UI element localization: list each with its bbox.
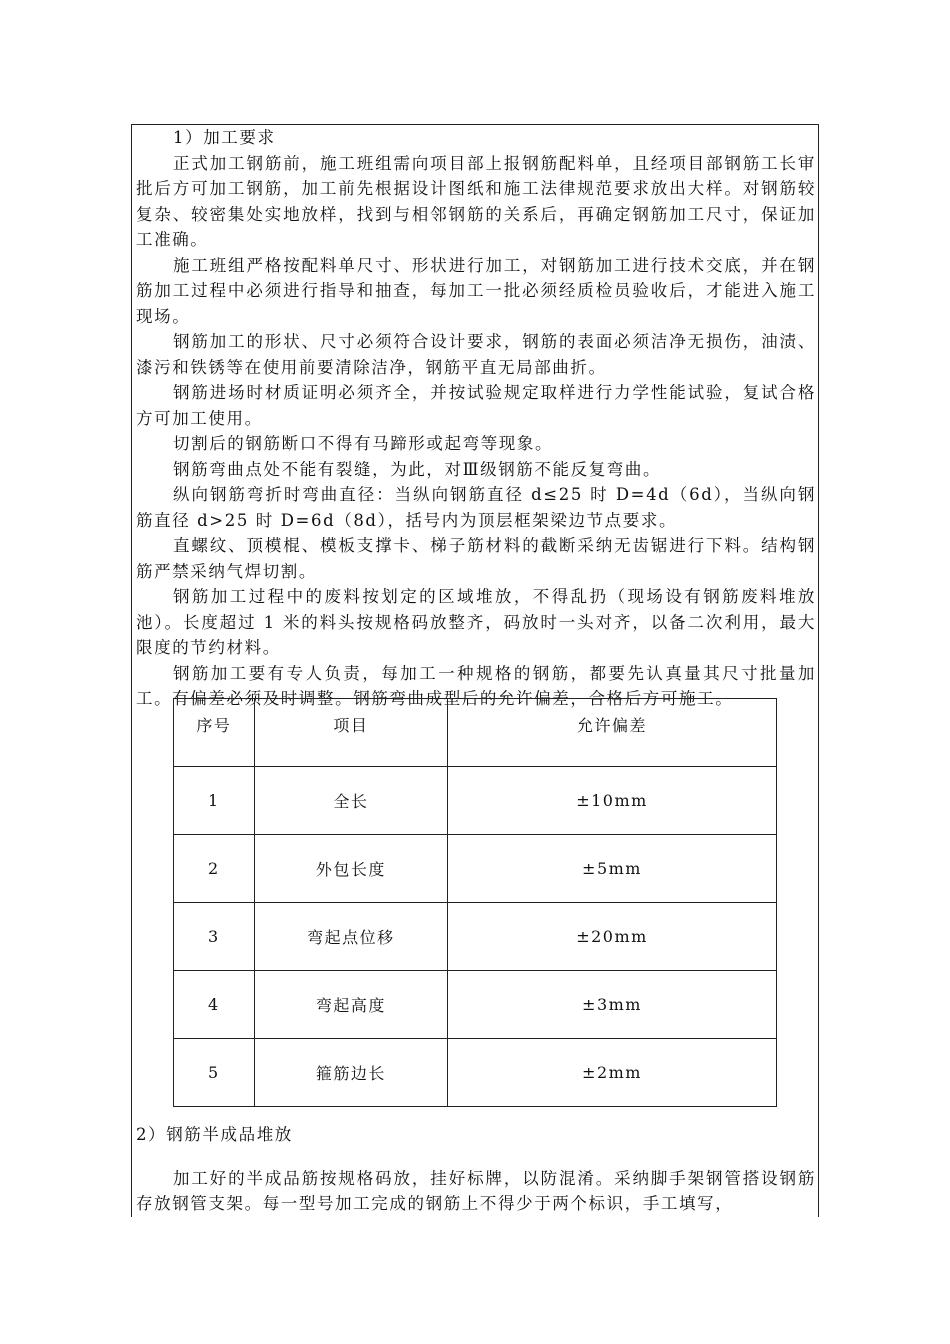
cell-serial: 3 xyxy=(174,903,255,971)
cell-tolerance: ±2mm xyxy=(448,1039,777,1107)
table-header-row xyxy=(174,699,777,767)
table-row xyxy=(174,767,777,835)
header-tolerance: 允许偏差 xyxy=(448,699,777,767)
paragraph: 施工班组严格按配料单尺寸、形状进行加工，对钢筋加工进行技术交底，并在钢筋加工过程中必须进行指导和抽查，每加工一批必须经质检员验收后，才能进入施工现场。 xyxy=(136,255,816,326)
cell-item: 全长 xyxy=(254,767,447,835)
cell-serial: 2 xyxy=(174,835,255,903)
table-row xyxy=(174,971,777,1039)
cell-tolerance: ±3mm xyxy=(448,971,777,1039)
cell-tolerance: ±10mm xyxy=(448,767,777,835)
paragraph: 切割后的钢筋断口不得有马蹄形或起弯等现象。 xyxy=(173,434,554,453)
paragraph: 钢筋加工要有专人负责，每加工一种规格的钢筋，都要先认真量其尺寸批量加工。有偏差必须及时调整。钢筋弯曲成型后的允许偏差，合格后方可施工。 xyxy=(136,663,816,708)
cell-item: 箍筋边长 xyxy=(254,1039,447,1107)
paragraph: 直螺纹、顶模棍、模板支撑卡、梯子筋材料的截断采纳无齿锯进行下料。结构钢筋严禁采纳气焊切割。 xyxy=(136,536,816,581)
table-row xyxy=(174,835,777,903)
cell-item: 弯起点位移 xyxy=(254,903,447,971)
paragraph: 钢筋弯曲点处不能有裂缝，为此，对Ⅲ级钢筋不能反复弯曲。 xyxy=(173,459,662,479)
paragraph: 加工好的半成品筋按规格码放，挂好标牌，以防混淆。采纳脚手架钢管搭设钢筋存放钢管支架。每一型号加工完成的钢筋上不得少于两个标识，手工填写， xyxy=(136,1168,816,1213)
header-serial: 序号 xyxy=(174,699,255,767)
section1-heading: 1）加工要求 xyxy=(173,128,276,147)
cell-tolerance: ±5mm xyxy=(448,835,777,903)
paragraph: 钢筋加工过程中的废料按划定的区域堆放，不得乱扔（现场设有钢筋废料堆放池）。长度超过 1 米的料头按规格码放整齐，码放时一头对齐，以备二次利用，最大限度的节约材料。 xyxy=(136,587,816,657)
paragraph: 纵向钢筋弯折时弯曲直径：当纵向钢筋直径 d≤25 时 D=4d（6d），当纵向钢筋直径 d>25 时 D=6d（8d），括号内为顶层框架梁边节点要求。 xyxy=(136,485,816,530)
cell-serial: 1 xyxy=(174,767,255,835)
cell-item: 外包长度 xyxy=(254,835,447,903)
paragraph: 钢筋进场时材质证明必须齐全，并按试验规定取样进行力学性能试验，复试合格方可加工使用。 xyxy=(136,383,816,428)
cell-serial: 5 xyxy=(174,1039,255,1107)
cell-serial: 4 xyxy=(174,971,255,1039)
section-semi-finished-storage xyxy=(136,1122,816,1217)
section2-heading: 2）钢筋半成品堆放 xyxy=(136,1125,293,1144)
table-row xyxy=(174,903,777,971)
header-item: 项目 xyxy=(254,699,447,767)
cell-item: 弯起高度 xyxy=(254,971,447,1039)
section-processing-requirements xyxy=(136,124,816,712)
tolerance-table xyxy=(173,698,777,1107)
table-row xyxy=(174,1039,777,1107)
paragraph: 钢筋加工的形状、尺寸必须符合设计要求，钢筋的表面必须洁净无损伤，油渍、漆污和铁锈等在使用前要清除洁净，钢筋平直无局部曲折。 xyxy=(136,332,816,377)
paragraph: 正式加工钢筋前，施工班组需向项目部上报钢筋配料单，且经项目部钢筋工长审批后方可加工钢筋，加工前先根据设计图纸和施工法律规范要求放出大样。对钢筋较复杂、较密集处实地放样，找到与相邻钢筋的关系后，再确定钢筋加工尺寸，保证加工准确。 xyxy=(136,153,816,249)
cell-tolerance: ±20mm xyxy=(448,903,777,971)
